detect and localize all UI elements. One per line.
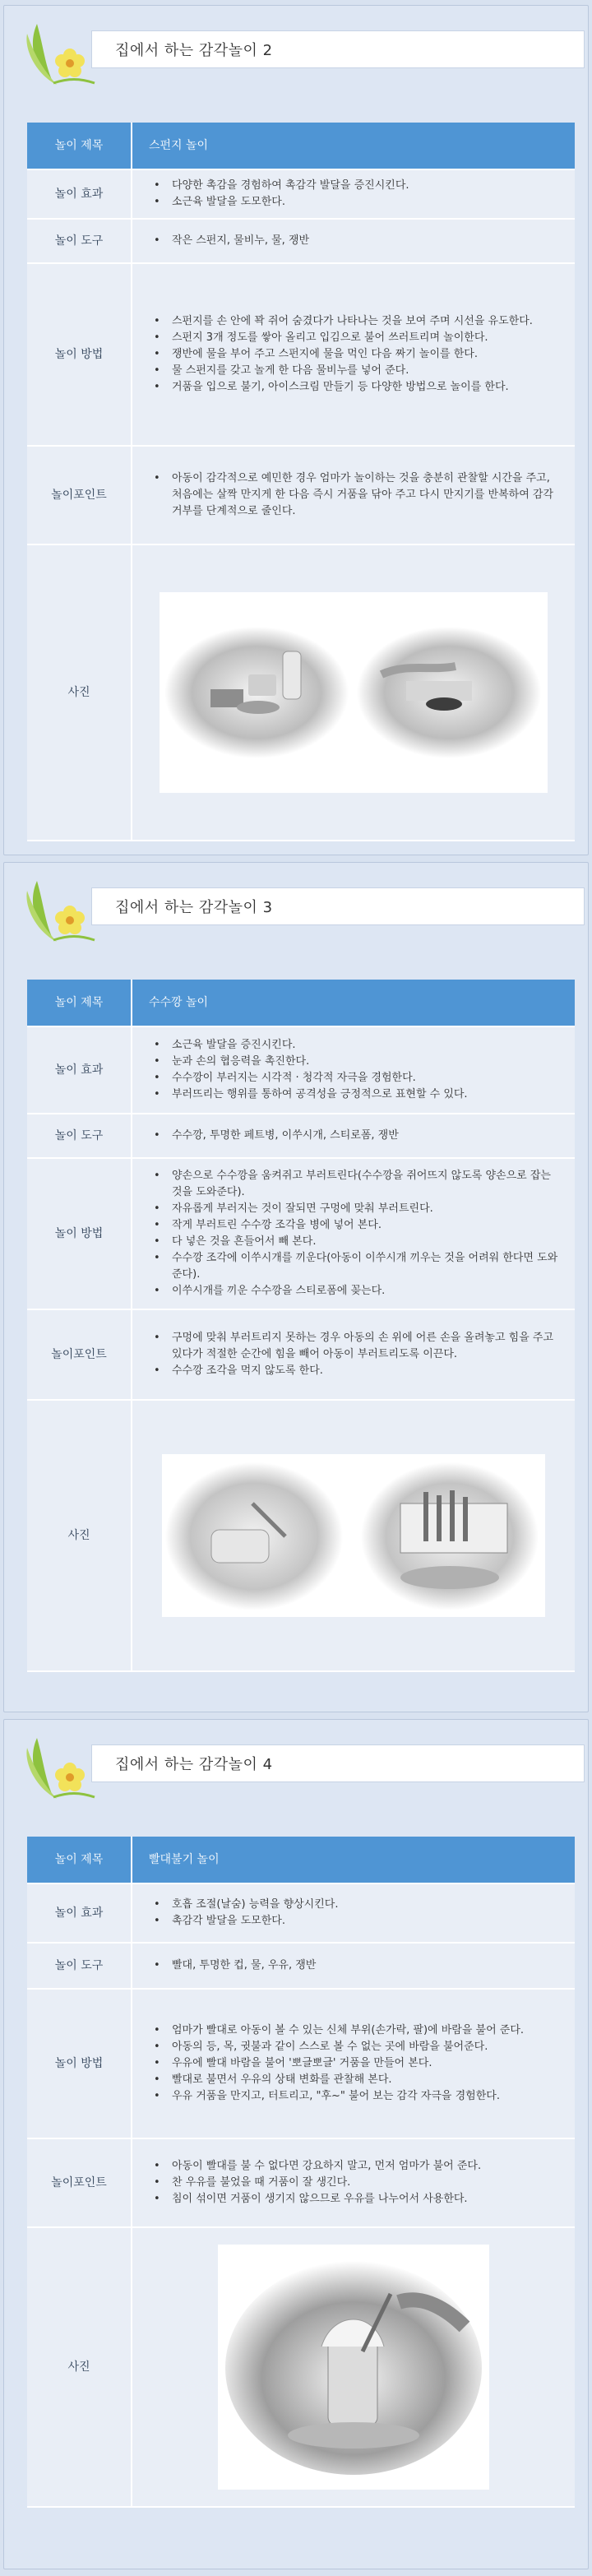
- list-item: • 찬 우유를 불었을 때 거품이 잘 생긴다.: [149, 2175, 563, 2191]
- list-item: • 수수깡 조각에 이쑤시개를 끼운다(아동이 이쑤시개 끼우는 것을 어려워 한다면 도와준다).: [149, 1250, 563, 1283]
- list-item: • 다양한 촉감을 경험하여 촉감각 발달을 증진시킨다.: [149, 178, 563, 194]
- list-item: • 빨대로 불면서 우유의 상태 변화를 관찰해 본다.: [149, 2072, 563, 2088]
- row-label: 사진: [27, 2228, 132, 2508]
- list-item: • 자유롭게 부러지는 것이 잘되면 구멍에 맞춰 부러트린다.: [149, 1201, 563, 1217]
- table-row: [27, 1884, 575, 1944]
- photo-sponge-play: [160, 592, 548, 793]
- list-item: • 다 넣은 것을 흔들어서 빼 본다.: [149, 1234, 563, 1250]
- row-label: 놀이 방법: [27, 1159, 132, 1310]
- list-item: • 쟁반에 물을 부어 주고 스펀지에 물을 먹인 다음 짜기 놀이를 한다.: [149, 346, 563, 363]
- table-row: [27, 2228, 575, 2508]
- list-item: • 작게 부러트린 수수깡 조각을 병에 넣어 본다.: [149, 1217, 563, 1234]
- title-box: [91, 887, 585, 925]
- activity-card-3: [3, 1719, 589, 2569]
- activity-card-2: [3, 862, 589, 1712]
- table-row: [27, 447, 575, 545]
- list-item: • 촉감각 발달을 도모한다.: [149, 1913, 563, 1930]
- table-row: [27, 220, 575, 264]
- row-label: 놀이 도구: [27, 1944, 132, 1990]
- list-item: • 빨대, 투명한 컵, 물, 우유, 쟁반: [149, 1957, 563, 1974]
- list-item: • 스펀지 3개 정도를 쌓아 올리고 입김으로 불어 쓰러트리며 놀이한다.: [149, 330, 563, 346]
- header-label: 놀이 제목: [27, 1837, 132, 1884]
- table-row: [27, 1114, 575, 1159]
- list-item: • 엄마가 빨대로 아동이 볼 수 있는 신체 부위(손가락, 팔)에 바람을 불어 준다.: [149, 2022, 563, 2039]
- row-label: 놀이 효과: [27, 1027, 132, 1114]
- card-header: [21, 1731, 571, 1810]
- table-row: [27, 545, 575, 841]
- header-value: 수수깡 놀이: [132, 980, 575, 1027]
- list-item: • 수수깡이 부러지는 시각적 · 청각적 자극을 경험한다.: [149, 1070, 563, 1086]
- list-item: • 아동이 빨대를 불 수 없다면 강요하지 말고, 먼저 엄마가 불어 준다.: [149, 2158, 563, 2175]
- list-item: • 작은 스펀지, 물비누, 물, 쟁반: [149, 233, 563, 249]
- table-header-row: [27, 1837, 575, 1884]
- table-row: [27, 1401, 575, 1672]
- section-title: 집에서 하는 감각놀이 3: [115, 899, 273, 916]
- table-row: [27, 1310, 575, 1401]
- row-label: 놀이 도구: [27, 220, 132, 264]
- section-title: 집에서 하는 감각놀이 2: [115, 42, 273, 59]
- list-item: • 양손으로 수수깡을 움켜쥐고 부러트린다(수수깡을 쥐어뜨지 않도록 양손으로 잡는 것을 도와준다).: [149, 1168, 563, 1201]
- photo-straw-stick-play: [162, 1454, 545, 1617]
- activity-table: [27, 980, 575, 1672]
- activity-card-1: [3, 5, 589, 855]
- header-value: 스펀지 놀이: [132, 123, 575, 170]
- list-item: • 물 스펀지를 갖고 놀게 한 다음 물비누를 넣어 준다.: [149, 363, 563, 379]
- list-item: • 구멍에 맞춰 부러트리지 못하는 경우 아동의 손 위에 어른 손을 올려놓고 힘을 주고 있다가 적절한 순간에 힘을 빼어 아동이 부러트리도록 이끈다.: [149, 1330, 563, 1363]
- activity-table: [27, 123, 575, 841]
- row-label: 놀이포인트: [27, 447, 132, 545]
- row-label: 놀이포인트: [27, 1310, 132, 1401]
- table-row: [27, 2139, 575, 2228]
- table-row: [27, 1944, 575, 1990]
- row-label: 놀이 효과: [27, 1884, 132, 1944]
- list-item: • 눈과 손의 협응력을 촉진한다.: [149, 1054, 563, 1070]
- row-label: 놀이 방법: [27, 1990, 132, 2139]
- table-row: [27, 1990, 575, 2139]
- list-item: • 수수깡, 투명한 페트병, 이쑤시개, 스티로폼, 쟁반: [149, 1128, 563, 1144]
- list-item: • 부러뜨리는 행위를 통하여 공격성을 긍정적으로 표현할 수 있다.: [149, 1086, 563, 1103]
- photo-milk-bubble-play: [218, 2245, 489, 2490]
- list-item: • 스펀지를 손 안에 꽉 쥐어 숨겼다가 나타나는 것을 보여 주며 시선을 유도한다.: [149, 313, 563, 330]
- row-label: 사진: [27, 1401, 132, 1672]
- list-item: • 수수깡 조각을 먹지 않도록 한다.: [149, 1363, 563, 1379]
- card-header: [21, 17, 571, 96]
- title-box: [91, 1744, 585, 1782]
- table-header-row: [27, 980, 575, 1027]
- title-box: [91, 30, 585, 68]
- list-item: • 침이 섞이면 거품이 생기지 않으므로 우유를 나누어서 사용한다.: [149, 2191, 563, 2208]
- row-label: 놀이포인트: [27, 2139, 132, 2228]
- list-item: • 소근육 발달을 증진시킨다.: [149, 1037, 563, 1054]
- header-value: 빨대불기 놀이: [132, 1837, 575, 1884]
- table-row: [27, 1027, 575, 1114]
- row-label: 사진: [27, 545, 132, 841]
- header-label: 놀이 제목: [27, 123, 132, 170]
- table-row: [27, 1159, 575, 1310]
- card-header: [21, 874, 571, 953]
- row-label: 놀이 효과: [27, 170, 132, 220]
- header-label: 놀이 제목: [27, 980, 132, 1027]
- list-item: • 소근육 발달을 도모한다.: [149, 194, 563, 211]
- list-item: • 아동의 등, 목, 귓불과 같이 스스로 볼 수 없는 곳에 바람을 불어준다.: [149, 2039, 563, 2055]
- list-item: • 아동이 감각적으로 예민한 경우 엄마가 놀이하는 것을 충분히 관찰할 시간을 주고, 처음에는 살짝 만지게 한 다음 즉시 거품을 닦아 주고 다시 만지기를 반복하여 감각 거부를 단계적으로 줄인다.: [149, 470, 563, 520]
- table-row: [27, 264, 575, 447]
- row-label: 놀이 도구: [27, 1114, 132, 1159]
- list-item: • 거품을 입으로 불기, 아이스크림 만들기 등 다양한 방법으로 놀이를 한다.: [149, 379, 563, 396]
- row-label: 놀이 방법: [27, 264, 132, 447]
- table-row: [27, 170, 575, 220]
- table-header-row: [27, 123, 575, 170]
- activity-table: [27, 1837, 575, 2508]
- list-item: • 우유에 빨대 바람을 불어 '뽀글뽀글' 거품을 만들어 본다.: [149, 2055, 563, 2072]
- section-title: 집에서 하는 감각놀이 4: [115, 1756, 273, 1773]
- list-item: • 이쑤시개를 끼운 수수깡을 스티로폼에 꽂는다.: [149, 1283, 563, 1300]
- list-item: • 우유 거품을 만지고, 터트리고, "후~" 불어 보는 감각 자극을 경험한다.: [149, 2088, 563, 2105]
- list-item: • 호흡 조절(날숨) 능력을 향상시킨다.: [149, 1897, 563, 1913]
